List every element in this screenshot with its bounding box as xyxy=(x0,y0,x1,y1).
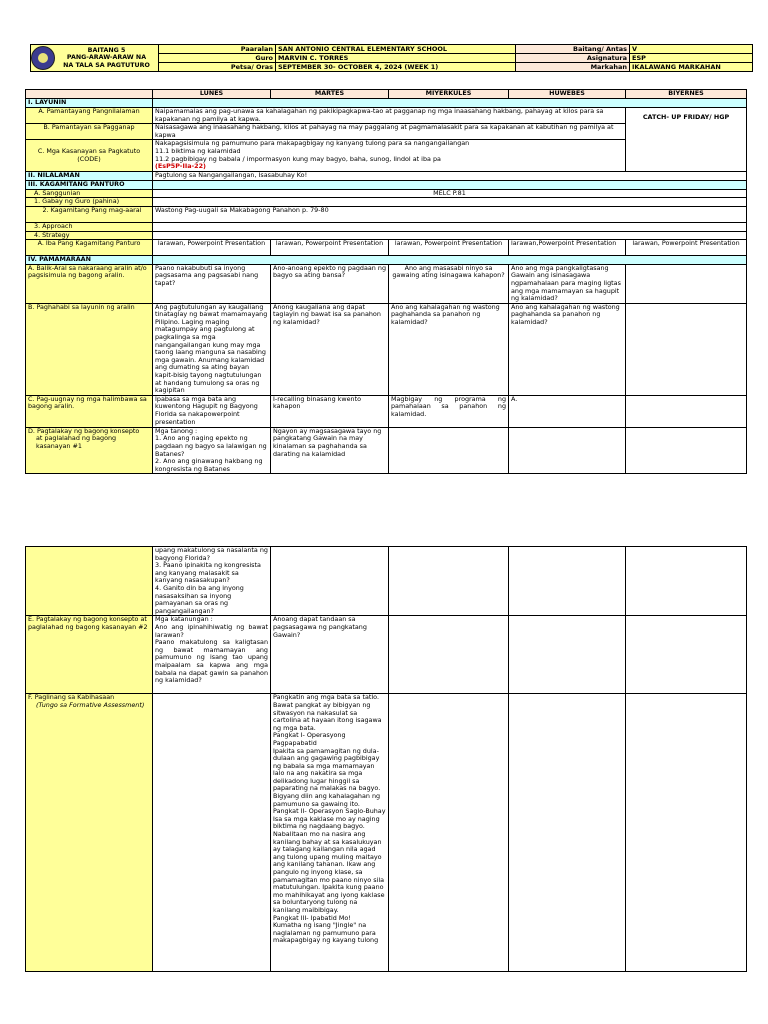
kasanayan-cell xyxy=(153,140,626,171)
section-kagamitang: III. KAGAMITANG PANTURO xyxy=(26,180,153,189)
row-label-kasanayan: C. Mga Kasanayan sa Pagkatuto (CODE) xyxy=(26,140,153,171)
row-label-sanggunian: A. Sanggunian xyxy=(26,189,153,198)
day-header-lunes: LUNES xyxy=(153,90,271,99)
row-label-paglinang xyxy=(26,694,153,972)
paglinang-martes: Pangkatin ang mga bata sa tatlo. Bawat pangkat ay bibigyan ng sitwasyon na nakasulat sa cartolina at hayaan itong isagawa ng mga bata. Pangkat I- Operasyong Pagpapabatid Ipakita sa pamamagitan ng dula-dulaan ang gagawing pagbibigay ng babala sa mga mamamayan lalo na ang nakatira sa mga delikadong lugar hinggil sa paparating na malakas na bagyo. Bigyang diin ang kahalagahan ng pamumuno sa gawaing ito. Pangkat II- Operasyon Saglo-Buhay Isa sa mga kaklase mo ay naging biktima ng nagdaang bagyo. Nabalitaan mo na nasira ang kanilang bahay at sa kasalukuyan ay talagang kailangan nila agad ang tulong upang muling maitayo ang kanilang tahanan. Ikaw ang pangulo ng inyong klase, sa pamamagitan mo paano ninyo sila matutulungan. Ipakita kung paano mo mahihikayat ang iyong kaklase sa boluntaryong tulong na kanilang maibibigay. Pangkat III- Ipabatid Mo! Kumatha ng isang "Jingle" na naglalaman ng pamumuno para makapagbigay ng kayang tulong xyxy=(271,694,389,972)
logo-cell xyxy=(31,45,159,72)
row-label-iba-pang: A. Iba Pang Kagamitang Panturo xyxy=(26,240,153,256)
paghahabi-biyernes xyxy=(626,303,747,395)
kagamitang-mag-aaral-text: Wastong Pag-uugali sa Makabagong Panahon p. 79-80 xyxy=(153,206,747,222)
subject-label: Asignatura xyxy=(516,54,630,63)
day-header-martes: MARTES xyxy=(271,90,389,99)
row-label-pamantayang: A. Pamantayang Pangnilalaman xyxy=(26,108,153,124)
grade-label: Baitang/ Antas xyxy=(516,45,630,54)
row-label-kagamitang-mag-aaral: 2. Kagamitang Pang mag-aaral xyxy=(26,206,153,222)
pag-uugnay-martes: I-recalling binasang kwento kahapon xyxy=(271,395,389,427)
lesson-plan-table-continued xyxy=(25,546,747,972)
pamantayang-text: Naipamamalas ang pag-unawa sa kahalagahan ng pakikipagkapwa-tao at pagganap ng mga inaasahang hakbang, pahayag at kilos para sa kapakanan ng pamilya at kapwa. xyxy=(153,108,626,124)
section-pamamaraan: IV. PAMAMARAAN xyxy=(26,256,153,265)
header-table xyxy=(30,44,753,72)
pagtalakay1-martes: Ngayon ay magsasagawa tayo ng pangkatang Gawain na may kinalaman sa paghahanda sa darating na kalamidad xyxy=(271,427,389,474)
paglinang-sub: (Tungo sa Formative Assessment) xyxy=(36,700,145,709)
logo-line3: NA TALA SA PAGTUTURO xyxy=(63,61,150,69)
row-label-strategy: 4. Strategy xyxy=(26,231,153,240)
catch-up-cell: CATCH- UP FRIDAY/ HGP xyxy=(626,108,747,172)
balik-aral-biyernes xyxy=(626,264,747,303)
pag-uugnay-biyernes xyxy=(626,395,747,427)
row-label-paghahabi: B. Paghahabi sa layunin ng aralin xyxy=(26,303,153,395)
row-label-balik-aral: A. Balik-Aral sa nakaraang aralin at/o pagsisimula ng bagong aralin. xyxy=(26,264,153,303)
school-label: Paaralan xyxy=(159,45,276,54)
day-header-miyerkules: MIYERKULES xyxy=(389,90,509,99)
pag-uugnay-lunes: Ipabasa sa mga bata ang kuwentong Hagupit ng Bagyong Florida sa nakapowerpoint presentation xyxy=(153,395,271,427)
iba-pang-martes: larawan, Powerpoint Presentation xyxy=(271,240,389,256)
teacher-label: Guro xyxy=(159,54,276,63)
subject-value: ESP xyxy=(630,54,753,63)
iba-pang-miyerkules: larawan, Powerpoint Presentation xyxy=(389,240,509,256)
pagtalakay1-label-a: D. Pagtalakay ng bagong konsepto xyxy=(28,427,140,435)
pagtalakay2-lunes: Mga katanungan : Ano ang ipinahihiwatig ng bawat larawan? Paano makatulong sa kaligtasan ng bawat mamamayan ang pamumuno ng isang tao upang maipaalam sa kapwa ang mga babala na dapat gawin sa panahon ng kalamidad? xyxy=(153,616,271,694)
nilalaman-text: Pagtulong sa Nangangailangan, Isasabuhay Ko! xyxy=(153,171,747,180)
school-value: SAN ANTONIO CENTRAL ELEMENTARY SCHOOL xyxy=(276,45,516,54)
pag-uugnay-huwebes: A. xyxy=(509,395,626,427)
kasanayan-code: (EsP5P-IIa-22) xyxy=(155,162,206,171)
deped-seal-icon xyxy=(31,46,55,70)
iba-pang-huwebes: larawan,Powerpoint Presentation xyxy=(509,240,626,256)
row-label-approach: 3. Approach xyxy=(26,222,153,231)
pagtalakay1-lunes: Mga tanong : 1. Ano ang naging epekto ng pagdaan ng bagyo sa lalawigan ng Batanes? 2. Ano ang ginawang hakbang ng kongresista ng Batanes xyxy=(153,427,271,474)
date-label: Petsa/ Oras xyxy=(159,63,276,72)
teacher-value: MARVIN C. TORRES xyxy=(276,54,516,63)
logo-line1: BAITANG 5 xyxy=(87,46,126,54)
kasanayan-text: Nakapagsisimula ng pamumuno para makapagbigay ng kanyang tulong para sa nangangailangan 11.1 biktima ng kalamidad 11.2 pagbibigay ng babala / impormasyon kung may bagyo, baha, sunog, lindol at iba pa xyxy=(155,139,470,163)
section-layunin: I. LAYUNIN xyxy=(26,99,153,108)
pagtalakay1-label-b: at paglalahad ng bagong kasanayan #1 xyxy=(36,434,117,450)
date-value: SEPTEMBER 30- OCTOBER 4, 2024 (WEEK 1) xyxy=(276,63,516,72)
row-label-pagtalakay1 xyxy=(26,427,153,474)
row-label-pagganap: B. Pamantayan sa Pagganap xyxy=(26,124,153,140)
day-header-biyernes: BIYERNES xyxy=(626,90,747,99)
row-label-pag-uugnay: C. Pag-uugnay ng mga halimbawa sa bagong aralin. xyxy=(26,395,153,427)
paghahabi-huwebes: Ano ang kahalagahan ng wastong paghahanda sa panahon ng kalamidad? xyxy=(509,303,626,395)
paghahabi-lunes: Ang pagtutulungan ay kaugaliang tinataglay ng bawat mamamayang Pilipino. Laging maging matagumpay ang pagtulong at pagkalinga sa mga nangangailangan kung may mga taong laang manguna sa nasabing mga gawain. Anumang kalamidad ang dumating sa ating bayan kapit-bisig tayong nagtutulungan at handang tumulong sa oras ng kagipitan xyxy=(153,303,271,395)
balik-aral-miyerkules: Ano ang masasabi ninyo sa gawaing ating isinagawa kahapon? xyxy=(389,264,509,303)
pagtalakay2-martes: Anoang dapat tandaan sa pagsasagawa ng pangkatang Gawain? xyxy=(271,616,389,694)
quarter-value: IKALAWANG MARKAHAN xyxy=(630,63,753,72)
lesson-plan-table xyxy=(25,89,747,474)
pagganap-text: Naisasagawa ang inaasahang hakbang, kilos at pahayag na may paggalang at pagmamalasakit para sa kapakanan at kabutihan ng pamilya at kapwa xyxy=(153,124,626,140)
iba-pang-lunes: larawan, Powerpoint Presentation xyxy=(153,240,271,256)
row-label-gabay: 1. Gabay ng Guro (pahina) xyxy=(26,198,153,207)
paghahabi-miyerkules: Ano ang kahalagahan ng wastong paghahanda sa panahon ng kalamidad? xyxy=(389,303,509,395)
balik-aral-lunes: Paano nakabubuti sa inyong pagsasama ang pagsasabi nang tapat? xyxy=(153,264,271,303)
day-header-huwebes: HUWEBES xyxy=(509,90,626,99)
pagtalakay1-lunes-cont: upang makatulong sa nasalanta ng bagyong Florida? 3. Paano ipinakita ng kongresista ang kanyang malasakit sa kanyang nasasakupan? 4. Ganito din ba ang inyong nasasaksihan sa inyong pamayanan sa oras ng pangangailangan? xyxy=(153,547,271,616)
row-label-pagtalakay2: E. Pagtalakay ng bagong konsepto at paglalahad ng bagong kasanayan #2 xyxy=(26,616,153,694)
iba-pang-biyernes: larawan, Powerpoint Presentation xyxy=(626,240,747,256)
section-nilalaman: II. NILALAMAN xyxy=(26,171,153,180)
logo-line2: PANG-ARAW-ARAW NA xyxy=(66,54,147,62)
balik-aral-martes: Ano-anoang epekto ng pagdaan ng bagyo sa ating bansa? xyxy=(271,264,389,303)
paglinang-label: F. Paglinang sa Kabihasaan xyxy=(28,693,115,702)
melc-text: MELC P.81 xyxy=(153,189,747,198)
quarter-label: Markahan xyxy=(516,63,630,72)
paghahabi-martes: Anong kaugaliana ang dapat taglayin ng bawat isa sa panahon ng kalamidad? xyxy=(271,303,389,395)
balik-aral-huwebes: Ano ang mga pangkaligtasang Gawain ang isinasagawa ngpamahalaan para maging ligtas ang mga mamamayan sa hagupit ng kalamidad? xyxy=(509,264,626,303)
pag-uugnay-miyerkules: Magbigay ng programa ng pamahalaan sa panahon ng kalamidad. xyxy=(389,395,509,427)
grade-value: V xyxy=(630,45,753,54)
